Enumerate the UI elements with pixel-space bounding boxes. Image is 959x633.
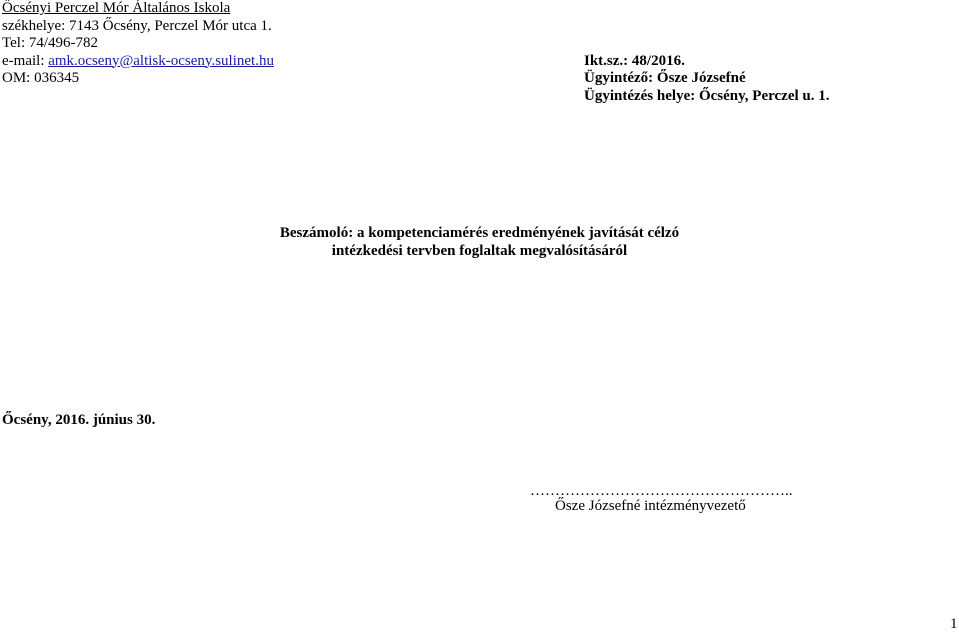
signature-line: …………………………………………….. xyxy=(530,483,793,499)
reference-number: Ikt.sz.: 48/2016. xyxy=(584,53,685,69)
case-officer: Ügyintéző: Ősze Józsefné xyxy=(584,70,746,86)
letterhead xyxy=(2,0,274,88)
school-name: Őcsényi Perczel Mór Általános Iskola xyxy=(2,0,231,16)
email-label: e-mail: xyxy=(2,52,49,69)
place-and-date: Őcsény, 2016. június 30. xyxy=(2,412,156,428)
school-phone: Tel: 74/496-782 xyxy=(2,35,99,51)
signatory-name: Ősze Józsefné intézményvezető xyxy=(555,498,746,514)
document-title xyxy=(0,224,959,260)
email-link[interactable]: amk.ocseny@altisk-ocseny.sulinet.hu xyxy=(48,52,274,69)
school-address: székhelye: 7143 Őcsény, Perczel Mór utca 1. xyxy=(2,17,272,34)
school-email-line xyxy=(2,53,274,71)
om-number: OM: 036345 xyxy=(2,70,80,86)
title-line-1: Beszámoló: a kompetenciamérés eredményének javítását célzó xyxy=(279,225,680,241)
title-line-2: intézkedési tervben foglaltak megvalósításáról xyxy=(331,243,628,259)
case-location: Ügyintézés helye: Őcsény, Perczel u. 1. xyxy=(584,88,830,104)
page-number: 1 xyxy=(950,616,958,632)
